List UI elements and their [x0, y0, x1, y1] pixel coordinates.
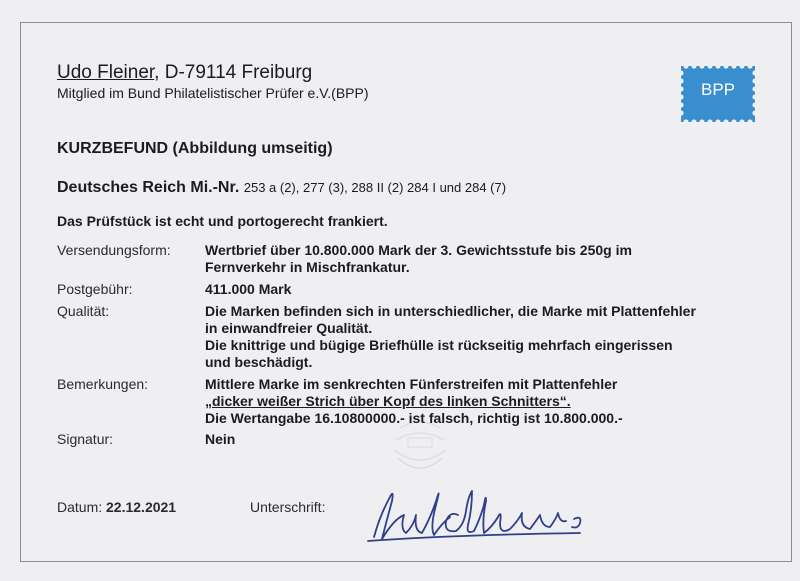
examiner-name — [57, 62, 312, 84]
catalogue-line — [57, 179, 506, 197]
handwritten-signature — [360, 475, 600, 555]
value-remarks-line3: Die Wertangabe 16.10800000.- ist falsch, richtig ist 10.800.000.- — [205, 410, 623, 426]
label-quality: Qualität: — [57, 303, 110, 319]
value-remarks-line1: Mittlere Marke im senkrechten Fünferstreifen mit Plattenfehler — [205, 376, 618, 392]
value-quality-line4: und beschädigt. — [205, 354, 313, 370]
value-quality-line2: in einwandfreier Qualität. — [205, 320, 373, 336]
genuine-statement: Das Prüfstück ist echt und portogerecht frankiert. — [57, 213, 388, 229]
examiner-name-rest: , D-79114 Freiburg — [154, 62, 313, 83]
membership-line: Mitglied im Bund Philatelistischer Prüfer e.V.(BPP) — [57, 85, 369, 101]
examiner-name-first: Udo Fleiner — [57, 62, 155, 83]
value-shipping-form-line2: Fernverkehr in Mischfrankatur. — [205, 259, 410, 275]
bpp-stamp-logo — [681, 66, 755, 122]
value-remarks-line2: „dicker weißer Strich über Kopf des linken Schnitters“. — [205, 393, 571, 409]
date-label: Datum: — [57, 499, 103, 515]
date-line — [57, 499, 176, 515]
value-quality-line1: Die Marken befinden sich in unterschiedlicher, die Marke mit Plattenfehler — [205, 303, 696, 319]
catalogue-numbers: 253 a (2), 277 (3), 288 II (2) 284 I und 284 (7) — [243, 180, 507, 195]
label-shipping-form: Versendungsform: — [57, 242, 171, 258]
catalogue-prefix: Deutsches Reich Mi.-Nr. — [57, 179, 240, 196]
document-heading: KURZBEFUND (Abbildung umseitig) — [57, 140, 333, 157]
value-quality-line3: Die knittrige und bügige Briefhülle ist rückseitig mehrfach eingerissen — [205, 337, 673, 353]
value-shipping-form-line1: Wertbrief über 10.800.000 Mark der 3. Gewichtsstufe bis 250g im — [205, 242, 632, 258]
label-remarks: Bemerkungen: — [57, 376, 149, 392]
label-postage: Postgebühr: — [57, 281, 133, 297]
value-postage: 411.000 Mark — [205, 281, 292, 297]
date-value: 22.12.2021 — [106, 499, 177, 515]
value-signature-mark: Nein — [205, 431, 236, 447]
label-signature-mark: Signatur: — [57, 431, 114, 447]
signature-label: Unterschrift: — [250, 499, 326, 515]
bpp-logo-text: BPP — [700, 80, 736, 99]
